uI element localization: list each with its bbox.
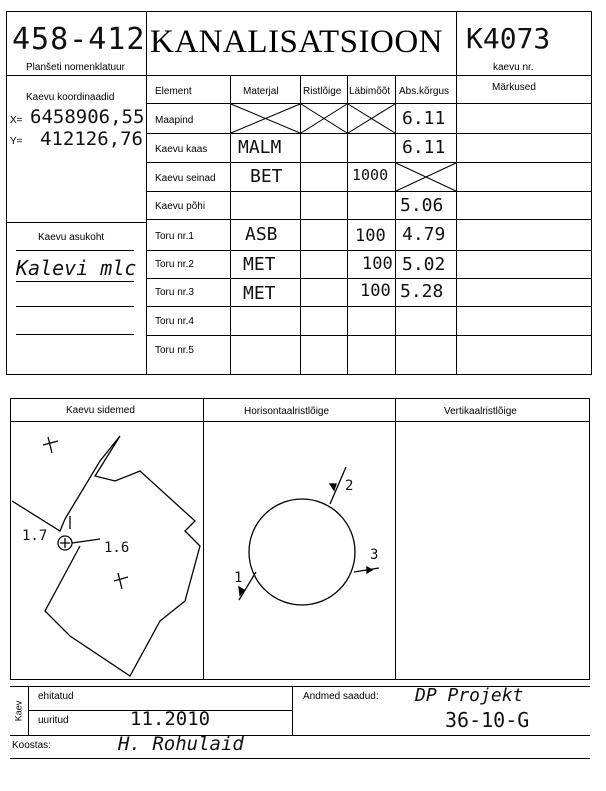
sketch-col-links: Kaevu sidemed xyxy=(66,405,135,416)
row-label: Toru nr.1 xyxy=(155,231,194,242)
sketch-col-vertical: Vertikaalristlõige xyxy=(444,406,517,417)
cell-material: MET xyxy=(243,283,276,304)
cell-height: 6.11 xyxy=(402,108,446,129)
mark-1-7: 1.7 xyxy=(22,528,48,544)
cell-height: 6.11 xyxy=(402,137,446,158)
cell-height: 5.28 xyxy=(400,281,444,302)
location-value: Kalevi mlc xyxy=(16,256,137,280)
crossed-cells xyxy=(0,0,606,380)
cell-diameter: 1000 xyxy=(352,166,389,184)
built-label: ehitatud xyxy=(38,691,74,702)
row-label: Toru nr.3 xyxy=(155,287,194,298)
data-from-value: DP Projekt xyxy=(415,685,524,706)
x-prefix: X= xyxy=(10,115,23,126)
sheet-number: 458-412 xyxy=(12,22,146,57)
compiled-label: Koostas: xyxy=(12,740,51,751)
surveyed-value: 11.2010 xyxy=(130,708,211,730)
col-diameter: Läbimõõt xyxy=(349,86,391,97)
row-label: Maapind xyxy=(155,115,194,126)
well-circle xyxy=(249,499,355,605)
horizontal-section xyxy=(204,422,394,680)
col-material: Materjal xyxy=(243,86,279,97)
row-label: Kaevu kaas xyxy=(155,144,208,155)
row-label: Toru nr.5 xyxy=(155,345,194,356)
row-label: Kaevu põhi xyxy=(155,201,206,212)
cell-material: MALM xyxy=(238,137,282,158)
cell-diameter: 100 xyxy=(362,254,393,274)
well-side-label: Kaev xyxy=(13,700,24,722)
compiled-value: H. Rohulaid xyxy=(118,733,244,755)
y-coordinate: 412126,76 xyxy=(40,128,143,150)
row-label: Toru nr.4 xyxy=(155,316,194,327)
pipe-1-label: 1 xyxy=(234,570,243,586)
col-height: Abs.kõrgus xyxy=(399,86,450,97)
well-number: K4073 xyxy=(466,22,551,55)
cell-material: MET xyxy=(243,254,276,275)
col-notes: Märkused xyxy=(492,82,536,93)
col-element: Element xyxy=(155,86,192,97)
cell-height: 5.06 xyxy=(400,195,444,216)
coords-label: Kaevu koordinaadid xyxy=(26,92,115,103)
x-coordinate: 6458906,55 xyxy=(30,106,145,128)
sheet-label: Planšeti nomenklatuur xyxy=(26,62,125,73)
surveyed-label: uuritud xyxy=(38,715,69,726)
cell-diameter: 100 xyxy=(360,281,391,301)
cell-diameter: 100 xyxy=(355,226,386,246)
form-title: KANALISATSIOON xyxy=(150,24,443,60)
cell-material: ASB xyxy=(245,224,278,245)
y-prefix: Y= xyxy=(10,136,23,147)
well-label: kaevu nr. xyxy=(493,62,534,73)
mark-1-6: 1.6 xyxy=(104,540,130,556)
pipe-3-label: 3 xyxy=(370,547,379,563)
col-section: Ristlõige xyxy=(303,86,342,97)
pipe-2-label: 2 xyxy=(345,478,354,494)
row-label: Kaevu seinad xyxy=(155,173,216,184)
cell-height: 5.02 xyxy=(402,254,446,275)
cell-height: 4.79 xyxy=(402,224,446,245)
location-label: Kaevu asukoht xyxy=(38,232,105,243)
sketch-col-horizontal: Horisontaalristlõige xyxy=(244,406,330,417)
cell-material: BET xyxy=(250,166,283,187)
data-from-label: Andmed saadud: xyxy=(303,691,379,702)
row-label: Toru nr.2 xyxy=(155,259,194,270)
data-from-value-2: 36-10-G xyxy=(445,708,530,732)
